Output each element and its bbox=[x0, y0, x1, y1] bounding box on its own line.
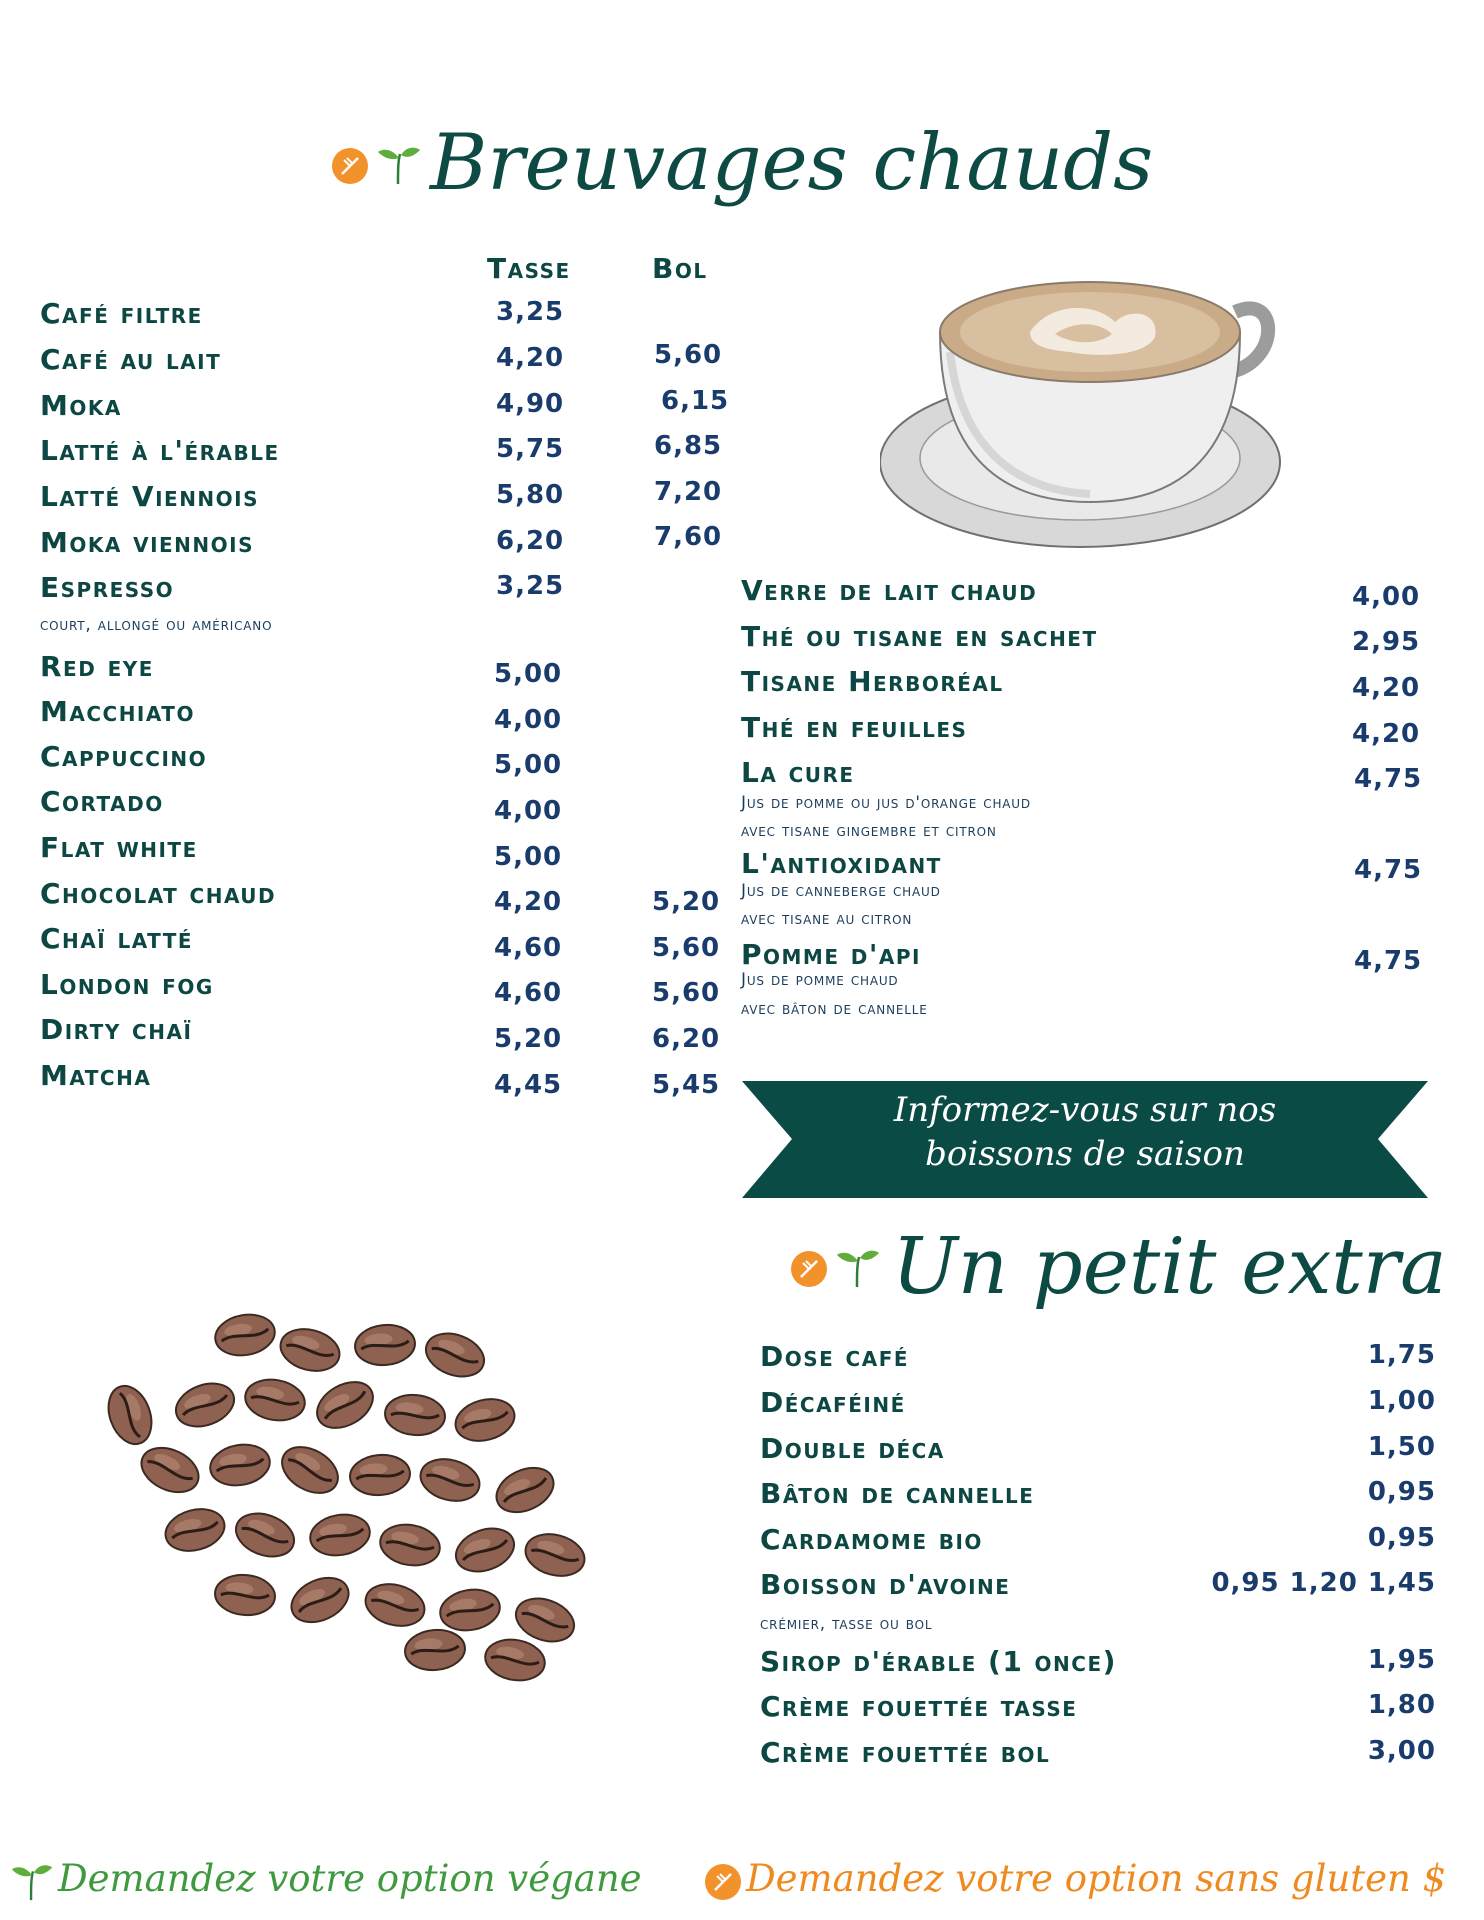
menu-item-price: 4,20 bbox=[1352, 673, 1421, 703]
gluten-free-icon bbox=[330, 146, 370, 186]
menu-item-note: Jus de pomme ou jus d'orange chaud bbox=[741, 793, 1031, 813]
menu-item-name: Thé en feuilles bbox=[741, 711, 968, 744]
extra-item-price: 0,95 1,20 1,45 bbox=[1211, 1568, 1436, 1598]
extra-item-price: 1,50 bbox=[1367, 1432, 1436, 1462]
menu-item-price-bowl: 6,15 bbox=[661, 386, 730, 416]
menu-item-price-cup: 4,20 bbox=[494, 887, 563, 917]
extra-item-name: Crème fouettée tasse bbox=[760, 1690, 1078, 1723]
coffee-cup-illustration bbox=[880, 262, 1300, 552]
menu-item-price-bowl: 7,60 bbox=[654, 522, 723, 552]
menu-item-name: La cure bbox=[741, 756, 855, 789]
menu-item-note: Jus de canneberge chaud bbox=[741, 881, 941, 901]
menu-item-name: Moka bbox=[40, 389, 122, 422]
section-title-hot-drinks: Breuvages chauds bbox=[430, 118, 1154, 208]
extra-item-price: 1,80 bbox=[1367, 1690, 1436, 1720]
menu-item-price-cup: 3,25 bbox=[496, 571, 565, 601]
menu-item-name: Latté Viennois bbox=[40, 480, 260, 513]
menu-item-name: Dirty chaï bbox=[40, 1013, 193, 1046]
vegan-sprout-icon bbox=[376, 140, 422, 186]
menu-item-name: London fog bbox=[40, 968, 214, 1001]
menu-item-price-bowl: 5,60 bbox=[654, 340, 723, 370]
extra-item-name: Cardamome bio bbox=[760, 1523, 983, 1556]
menu-item-note: Jus de pomme chaud bbox=[741, 970, 899, 990]
menu-item-price: 4,00 bbox=[1352, 582, 1421, 612]
menu-item-note: court, allongé ou américano bbox=[40, 615, 273, 635]
footer-vegan-option: Demandez votre option végane bbox=[58, 1857, 642, 1900]
menu-item-price: 4,75 bbox=[1354, 764, 1423, 794]
extra-item-price: 1,00 bbox=[1367, 1386, 1436, 1416]
menu-item-name: Café au lait bbox=[40, 343, 222, 376]
extra-item-price: 0,95 bbox=[1367, 1523, 1436, 1553]
menu-item-name: Red eye bbox=[40, 650, 154, 683]
vegan-sprout-icon bbox=[835, 1243, 881, 1289]
menu-item-price-cup: 5,75 bbox=[496, 434, 565, 464]
extra-item-price: 3,00 bbox=[1367, 1736, 1436, 1766]
extra-item-price: 0,95 bbox=[1367, 1477, 1436, 1507]
menu-item-note: avec bâton de cannelle bbox=[741, 999, 928, 1019]
gluten-free-icon bbox=[703, 1862, 743, 1902]
extra-item-note: crémier, tasse ou bol bbox=[760, 1614, 933, 1634]
menu-item-name: Moka viennois bbox=[40, 526, 254, 559]
menu-item-name: Flat white bbox=[40, 831, 198, 864]
menu-item-price-cup: 4,60 bbox=[494, 978, 563, 1008]
menu-item-note: avec tisane au citron bbox=[741, 909, 913, 929]
menu-item-name: Matcha bbox=[40, 1059, 152, 1092]
menu-item-name: Chaï latté bbox=[40, 922, 194, 955]
vegan-sprout-icon bbox=[10, 1858, 54, 1902]
menu-item-name: Chocolat chaud bbox=[40, 877, 277, 910]
section-title-extras: Un petit extra bbox=[892, 1222, 1447, 1312]
gluten-free-icon bbox=[789, 1249, 829, 1289]
menu-item-price-cup: 5,00 bbox=[494, 750, 563, 780]
banner-line-2: boissons de saison bbox=[925, 1134, 1245, 1174]
menu-item-price-cup: 5,00 bbox=[494, 659, 563, 689]
menu-item-price-cup: 4,20 bbox=[496, 343, 565, 373]
menu-item-price: 4,20 bbox=[1352, 719, 1421, 749]
menu-item-name: Espresso bbox=[40, 571, 175, 604]
menu-item-name: Pomme d'api bbox=[741, 938, 921, 971]
menu-item-price-bowl: 6,85 bbox=[654, 431, 723, 461]
menu-item-price-cup: 4,90 bbox=[496, 389, 565, 419]
menu-item-name: Latté à l'érable bbox=[40, 434, 280, 467]
extra-item-price: 1,75 bbox=[1367, 1340, 1436, 1370]
column-header-cup: Tasse bbox=[487, 252, 571, 285]
extra-item-name: Crème fouettée bol bbox=[760, 1736, 1051, 1769]
menu-item-price-bowl: 7,20 bbox=[654, 477, 723, 507]
menu-item-price-cup: 5,80 bbox=[496, 480, 565, 510]
menu-item-price-cup: 3,25 bbox=[496, 297, 565, 327]
menu-item-price-bowl: 5,60 bbox=[652, 933, 721, 963]
menu-item-price-cup: 5,00 bbox=[494, 842, 563, 872]
menu-item-price: 2,95 bbox=[1352, 627, 1421, 657]
menu-item-note: avec tisane gingembre et citron bbox=[741, 821, 997, 841]
menu-item-price-bowl: 5,60 bbox=[652, 978, 721, 1008]
menu-item-price-bowl: 6,20 bbox=[652, 1024, 721, 1054]
extra-item-name: Bâton de cannelle bbox=[760, 1477, 1035, 1510]
menu-item-price-bowl: 5,45 bbox=[652, 1070, 721, 1100]
menu-item-price-cup: 4,45 bbox=[494, 1070, 563, 1100]
extra-item-name: Boisson d'avoine bbox=[760, 1568, 1011, 1601]
extra-item-name: Décaféiné bbox=[760, 1386, 906, 1419]
menu-item-price-bowl: 5,20 bbox=[652, 887, 721, 917]
menu-item-price: 4,75 bbox=[1354, 855, 1423, 885]
menu-item-name: Cortado bbox=[40, 785, 164, 818]
column-header-bowl: Bol bbox=[652, 252, 708, 285]
extra-item-name: Sirop d'érable (1 once) bbox=[760, 1645, 1117, 1678]
menu-item-price-cup: 4,60 bbox=[494, 933, 563, 963]
menu-item-name: Macchiato bbox=[40, 695, 195, 728]
menu-item-name: Verre de lait chaud bbox=[741, 574, 1038, 607]
menu-item-price-cup: 6,20 bbox=[496, 526, 565, 556]
menu-item-name: Café filtre bbox=[40, 297, 203, 330]
menu-item-price: 4,75 bbox=[1354, 946, 1423, 976]
extra-item-name: Double déca bbox=[760, 1432, 945, 1465]
extra-item-name: Dose café bbox=[760, 1340, 910, 1373]
extra-item-price: 1,95 bbox=[1367, 1645, 1436, 1675]
menu-item-price-cup: 4,00 bbox=[494, 705, 563, 735]
menu-item-name: L'antioxidant bbox=[741, 847, 942, 880]
menu-item-name: Cappuccino bbox=[40, 740, 208, 773]
menu-item-name: Thé ou tisane en sachet bbox=[741, 620, 1098, 653]
menu-item-name: Tisane Herboréal bbox=[741, 665, 1004, 698]
banner-line-1: Informez-vous sur nos bbox=[893, 1090, 1277, 1130]
footer-gluten-free-option: Demandez votre option sans gluten $ bbox=[746, 1857, 1447, 1900]
menu-item-price-cup: 4,00 bbox=[494, 796, 563, 826]
menu-item-price-cup: 5,20 bbox=[494, 1024, 563, 1054]
coffee-beans-illustration bbox=[95, 1305, 615, 1685]
